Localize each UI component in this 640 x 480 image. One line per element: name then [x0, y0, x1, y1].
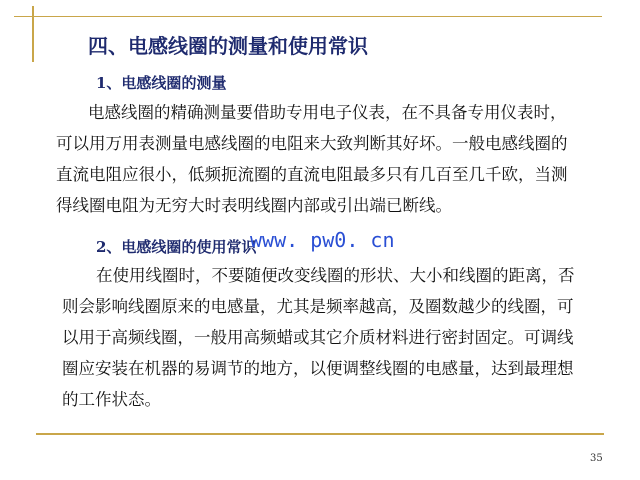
paragraph-line: 圈应安装在机器的易调节的地方，以便调整线圈的电感量，达到最理想	[62, 359, 574, 378]
section-1-paragraph	[56, 97, 568, 221]
section-1-heading: 1、电感线圈的测量	[96, 74, 227, 92]
watermark-text: www. pw0. cn	[250, 228, 395, 252]
decorative-bottom-line	[36, 433, 604, 435]
decorative-vertical-line	[32, 6, 34, 62]
paragraph-line: 得线圈电阻为无穷大时表明线圈内部或引出端已断线。	[56, 196, 452, 215]
paragraph-line: 以用于高频线圈，一般用高频蜡或其它介质材料进行密封固定。可调线	[62, 328, 574, 347]
section-2-heading: 2、电感线圈的使用常识	[96, 238, 257, 256]
paragraph-line: 的工作状态。	[62, 390, 161, 409]
decorative-top-line	[14, 16, 602, 17]
slide-title: 四、电感线圈的测量和使用常识	[88, 34, 368, 58]
paragraph-line: 可以用万用表测量电感线圈的电阻来大致判断其好坏。一般电感线圈的	[56, 134, 568, 153]
paragraph-line: 则会影响线圈原来的电感量，尤其是频率越高，及圈数越少的线圈，可	[62, 297, 574, 316]
paragraph-line: 直流电阻应很小，低频扼流圈的直流电阻最多只有几百至几千欧，当测	[56, 165, 568, 184]
section-2-paragraph	[62, 260, 575, 415]
paragraph-line: 电感线圈的精确测量要借助专用电子仪表，在不具备专用仪表时，	[88, 103, 567, 122]
paragraph-line: 在使用线圈时，不要随便改变线圈的形状、大小和线圈的距离，否	[96, 266, 575, 285]
page-number: 35	[590, 453, 603, 464]
